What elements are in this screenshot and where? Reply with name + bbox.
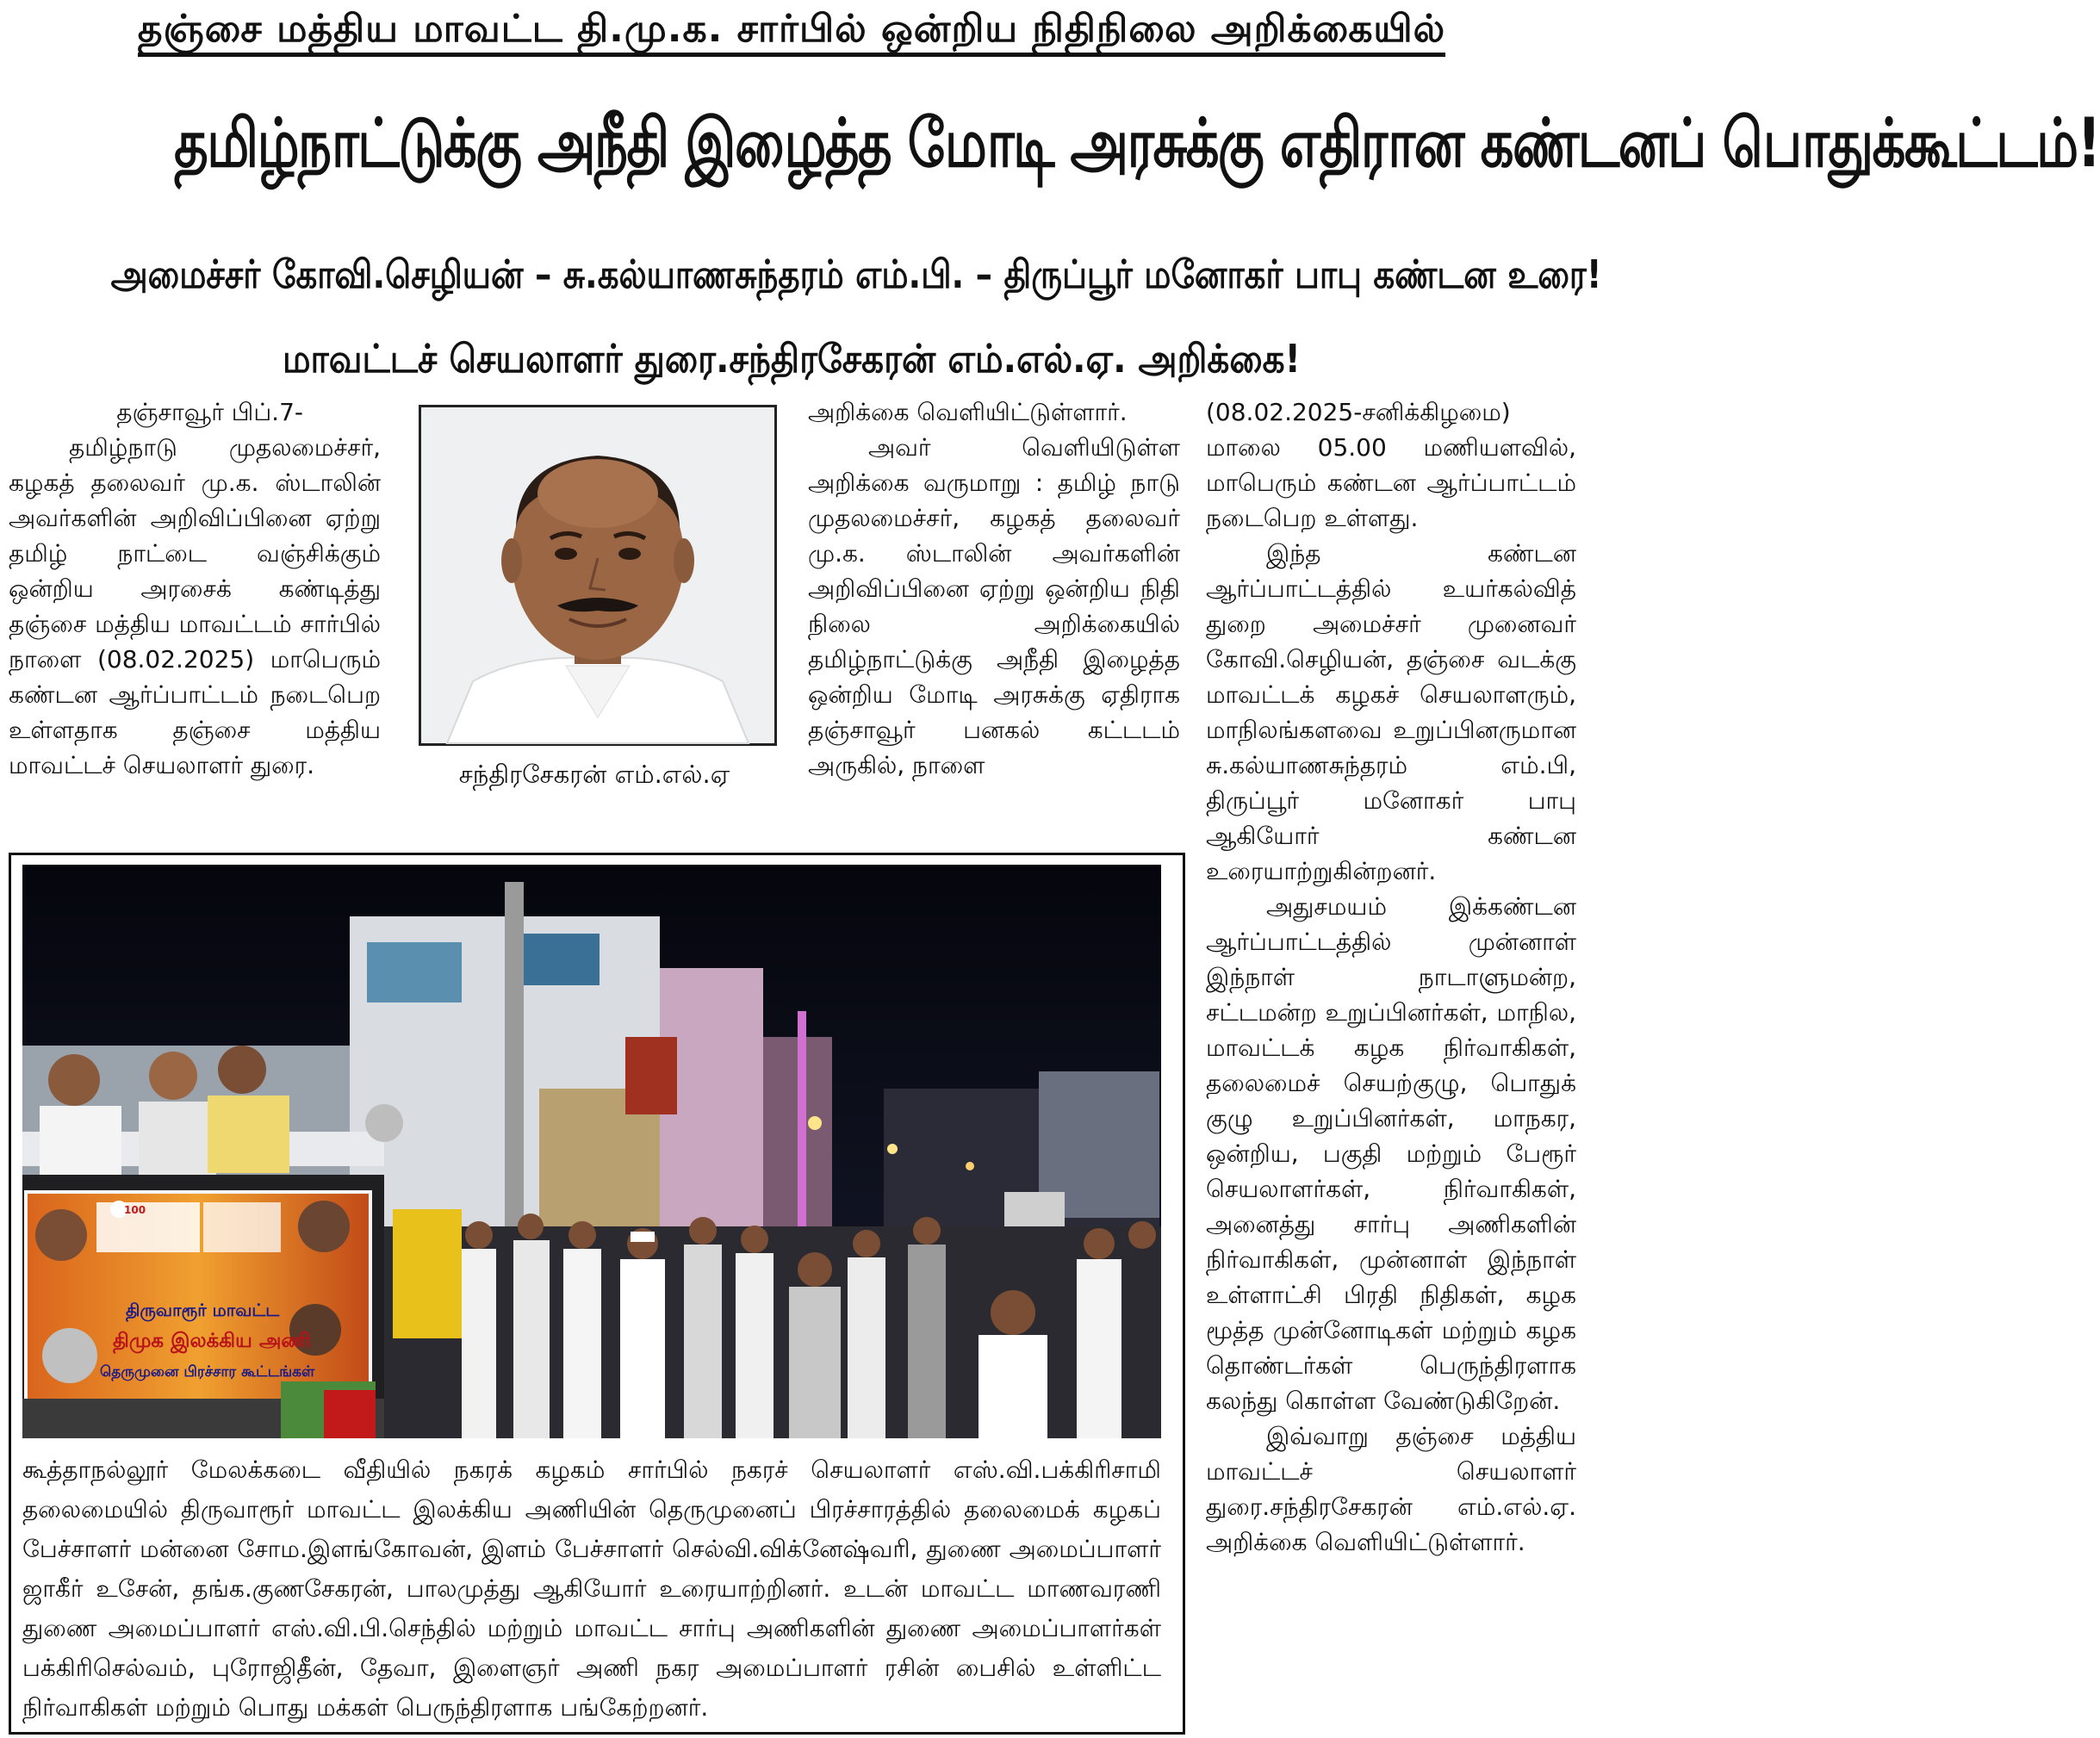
subheadline-speakers: அமைச்சர் கோவி.செழியன் – சு.கல்யாணசுந்தரம் எம்.பி. – திருப்பூர் மனோகர் பாபு கண்டன உரை!	[110, 251, 1602, 297]
kicker-heading	[0, 7, 1583, 56]
article-column-1	[9, 394, 381, 834]
column3-paragraph-1: அறிக்கை வெளியிட்டுள்ளார்.	[808, 398, 1128, 426]
column1-paragraph: தமிழ்நாடு முதலமைச்சர், கழகத் தலைவர் மு.க. ஸ்டாலின் அவர்களின் அறிவிப்பினை ஏற்று தமிழ் நாட்டை வஞ்சிக்கும் ஒன்றிய அரசைக் கண்டித்து தஞ்சை மத்திய மாவட்டம் சார்பில் நாளை (08.02.2025) மாபெரும் கண்டன ஆர்ப்பாட்டம் நடைபெற உள்ளதாக தஞ்சை மத்திய மாவட்டச் செயலாளர் துரை.	[9, 433, 381, 779]
banner-line-3: தெருமுனை பிரச்சார கூட்டங்கள்	[100, 1363, 315, 1381]
banner-badge: 100	[124, 1204, 146, 1216]
column4-paragraph-4: இவ்வாறு தஞ்சை மத்திய மாவட்டச் செயலாளர் துரை.சந்திரசேகரன் எம்.எல்.ஏ. அறிக்கை வெளியிட்டுள்ளார்.	[1206, 1422, 1576, 1556]
dateline: தஞ்சாவூர் பிப்.7-	[116, 398, 303, 426]
speakers-group	[40, 1046, 289, 1183]
subheadline-statement: மாவட்டச் செயலாளர் துரை.சந்திரசேகரன் எம்.எல்.ஏ. அறிக்கை!	[282, 336, 1302, 382]
event-photo	[22, 865, 1161, 1438]
article-column-4	[1206, 394, 1576, 1734]
banner-line-2: திமுக இலக்கிய அணி	[113, 1330, 311, 1352]
event-photo-image	[22, 865, 1161, 1438]
kicker-text: தஞ்சை மத்திய மாவட்ட தி.மு.க. சார்பில் ஒன்றிய நிதிநிலை அறிக்கையில்	[138, 7, 1445, 57]
column4-paragraph-1: (08.02.2025-சனிக்கிழமை) மாலை 05.00 மணியளவில், மாபெரும் கண்டன ஆர்ப்பாட்டம் நடைபெற உள்ளது.	[1206, 398, 1576, 532]
column3-paragraph-2: அவர் வெளியிடுள்ள அறிக்கை வருமாறு : தமிழ் நாடு முதலமைச்சர், கழகத் தலைவர் மு.க. ஸ்டாலின் அவர்களின் அறிவிப்பினை ஏற்று ஒன்றிய நிதி நிலை அறிக்கையில் தமிழ்நாட்டுக்கு அநீதி இழைத்த ஒன்றிய மோடி அரசுக்கு ஏதிராக தஞ்சாவூர் பனகல் கட்டடம் அருகில், நாளை	[808, 433, 1180, 779]
portrait-caption: சந்திரசேகரன் எம்.எல்.ஏ	[458, 760, 730, 789]
article-column-3	[808, 394, 1180, 834]
portrait-image	[421, 407, 774, 743]
portrait-photo	[419, 405, 777, 746]
column4-paragraph-3: அதுசமயம் இக்கண்டன ஆர்ப்பாட்டத்தில் முன்னாள் இந்நாள் நாடாளுமன்ற, சட்டமன்ற உறுப்பினர்கள், மாநில, மாவட்டக் கழக நிர்வாகிகள், தலைமைச் செயற்குழு, பொதுக் குழு உறுப்பினர்கள், மாநகர, ஒன்றிய, பகுதி மற்றும் பேரூர் செயலாளர்கள், நிர்வாகிகள், அனைத்து சார்பு அணிகளின் நிர்வாகிகள், முன்னாள் இந்நாள் உள்ளாட்சி பிரதி நிதிகள், கழக மூத்த முன்னோடிகள் மற்றும் கழக தொண்டர்கள் பெருந்திரளாக கலந்து கொள்ள வேண்டுகிறேன்.	[1206, 892, 1576, 1415]
headline: தமிழ்நாட்டுக்கு அநீதி இழைத்த மோடி அரசுக்கு எதிரான கண்டனப் பொதுக்கூட்டம்!	[174, 105, 2100, 183]
banner-line-1: திருவாரூர் மாவட்ட	[126, 1300, 280, 1320]
column4-paragraph-2: இந்த கண்டன ஆர்ப்பாட்டத்தில் உயர்கல்வித் துறை அமைச்சர் முனைவர் கோவி.செழியன், தஞ்சை வடக்கு மாவட்டக் கழகச் செயலாளரும், மாநிலங்களவை உறுப்பினருமான சு.கல்யாணசுந்தரம் எம்.பி, திருப்பூர் மனோகர் பாபு ஆகியோர் கண்டன உரையாற்றுகின்றனர்.	[1206, 539, 1576, 885]
photo-caption: கூத்தாநல்லூர் மேலக்கடை வீதியில் நகரக் கழகம் சார்பில் நகரச் செயலாளர் எஸ்.வி.பக்கிரிசாமி தலைமையில் திருவாரூர் மாவட்ட இலக்கிய அணியின் தெருமுனைப் பிரச்சாரத்தில் தலைமைக் கழகப் பேச்சாளர் மன்னை சோம.இளங்கோவன், இளம் பேச்சாளர் செல்வி.விக்னேஷ்வரி, துணை அமைப்பாளர் ஜாகீர் உசேன், தங்க.குணசேகரன், பாலமுத்து ஆகியோர் உரையாற்றினர். உடன் மாவட்ட மாணவரணி துணை அமைப்பாளர் எஸ்.வி.பி.செந்தில் மற்றும் மாவட்ட சார்பு அணிகளின் துணை அமைப்பாளர்கள் பக்கிரிசெல்வம், புரோஜிதீன், தேவா, இளைஞர் அணி நகர அமைப்பாளர் ரசின் பைசில் உள்ளிட்ட நிர்வாகிகள் மற்றும் பொது மக்கள் பெருந்திரளாக பங்கேற்றனர்.	[22, 1456, 1161, 1722]
